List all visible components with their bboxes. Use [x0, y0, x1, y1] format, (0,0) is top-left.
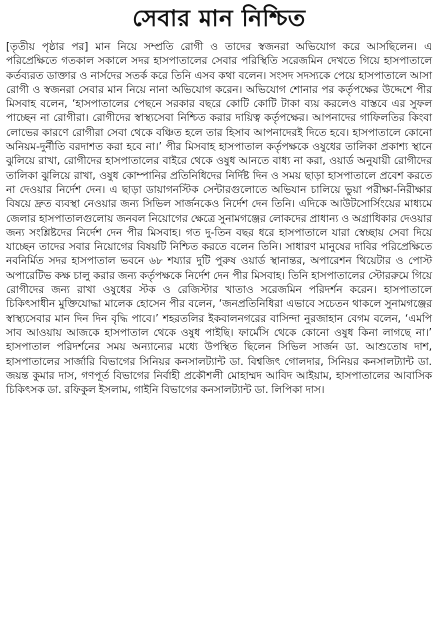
page-reference: [তৃতীয় পৃষ্ঠার পর] — [6, 41, 89, 53]
article-headline: সেবার মান নিশ্চিত — [132, 6, 306, 32]
article-paragraph — [6, 40, 432, 397]
article-body — [0, 40, 438, 397]
article-body-text: মান নিয়ে সম্প্রতি রোগী ও তাদের স্বজনরা অভিযোগ করে আসছিলেন। এ পরিপ্রেক্ষিতে গতকাল সকালে সদর হাসপাতালের সেবার পরিস্থিতি সরেজমিন দেখতে গিয়ে হাসপাতালে কর্তব্যরত ডাক্তার ও নার্সদের সতর্ক করে তিনি এসব কথা বলেন। সংসদ সদস্যকে পেয়ে হাসপাতালে আসা রোগী ও স্বজনরা সেবার মান নিয়ে নানা অভিযোগ করেন। অভিযোগ শোনার পর কর্তৃপক্ষের উদ্দেশে পীর মিসবাহ বলেন, ‘হাসপাতালের পেছনে সরকার বছরে কোটি কোটি টাকা ব্যয় করলেও বাস্তবে এর সুফল পাচ্ছেন না রোগীরা। রোগীদের স্বাস্থ্যসেবা নিশ্চিত করার দায়িত্ব কর্তৃপক্ষের। আপনাদের গাফিলতির কিংবা লোভের কারণে রোগীরা সেবা থেকে বঞ্চিত হলে তার হিসাব আপনাদেরই দিতে হবে। হাসপাতালে কোনো অনিয়ম-দুর্নীতি বরদাশত করা হবে না।’ পীর মিসবাহ হাসপাতাল কর্তৃপক্ষকে ওষুধের তালিকা প্রকাশ্য স্থানে ঝুলিয়ে রাখা, রোগীদের হাসপাতালের বাইরে থেকে ওষুধ আনতে বাধ্য না করা, ওয়ার্ড অনুযায়ী রোগীদের তালিকা ঝুলিয়ে রাখা, ওষুধ কোম্পানির প্রতিনিধিদের নির্দিষ্ট দিন ও সময় ছাড়া হাসপাতালে প্রবেশ করতে না দেওয়ার নির্দেশ দেন। এ ছাড়া ডায়াগনস্টিক সেন্টারগুলোতে অভিযান চালিয়ে ভুয়া পরীক্ষা-নিরীক্ষার বিষয়ে দ্রুত ব্যবস্থা নেওয়ার জন্য সিভিল সার্জনকেও নির্দেশ দেন তিনি। এদিকে আউটসোর্সিংয়ের মাধ্যমে জেলার হাসপাতালগুলোয় জনবল নিয়োগের ক্ষেত্রে সুনামগঞ্জের লোকদের প্রাধান্য ও অগ্রাধিকার দেওয়ার জন্য সংশ্লিষ্টদের নির্দেশ দেন পীর মিসবাহ। গত দু-তিন বছর ধরে হাসপাতালে যারা স্বেচ্ছায় সেবা দিয়ে যাচ্ছেন তাদের সবার নিয়োগের বিষয়টি নিশ্চিত করতে বলেন তিনি। সাধারণ মানুষের দাবির পরিপ্রেক্ষিতে নবনির্মিত সদর হাসপাতাল ভবনে ৬৮ শয্যার দুটি পুরুষ ওয়ার্ড স্থানান্তর, অপারেশন থিয়েটার ও পোস্ট অপারেটিভ কক্ষ চালু করার জন্য কর্তৃপক্ষকে নির্দেশ দেন পীর মিসবাহ। তিনি হাসপাতালের স্টোররুমে গিয়ে রোগীদের জন্য রাখা ওষুধের স্টক ও রেজিস্টার খাতাও সরেজমিন পরিদর্শন করেন। হাসপাতালে চিকিৎসাধীন মুক্তিযোদ্ধা মালেক হোসেন পীর বলেন, ‘জনপ্রতিনিধিরা এভাবে সচেতন থাকলে সুনামগঞ্জের স্বাস্থ্যসেবার মান দিন দিন বৃদ্ধি পাবে।’ শহরতলির ইকবালনগরের বাসিন্দা নুরজাহান বেগম বলেন, ‘এমপি সাব আওয়ায় আজকে হাসপাতাল থেকে ওষুধ পাইছি। ফার্মেসি থেকে কোনো ওষুধ কিনা লাগছে না।’ হাসপাতাল পরিদর্শনের সময় অন্যান্যের মধ্যে উপস্থিত ছিলেন সিভিল সার্জন ডা. আশুতোষ দাশ, হাসপাতালের সার্জারি বিভাগের সিনিয়র কনসালট্যান্ট ডা. বিশ্বজিৎ গোলদার, সিনিয়র কনসালট্যান্ট ডা. জয়ন্ত কুমার দাস, গণপূর্ত বিভাগের নির্বাহী প্রকৌশলী মোহাম্মদ আবিদ আইয়াম, হাসপাতালের আবাসিক চিকিৎসক ডা. রফিকুল ইসলাম, গাইনি বিভাগের কনসালট্যান্ট ডা. লিপিকা দাস। — [6, 41, 432, 397]
